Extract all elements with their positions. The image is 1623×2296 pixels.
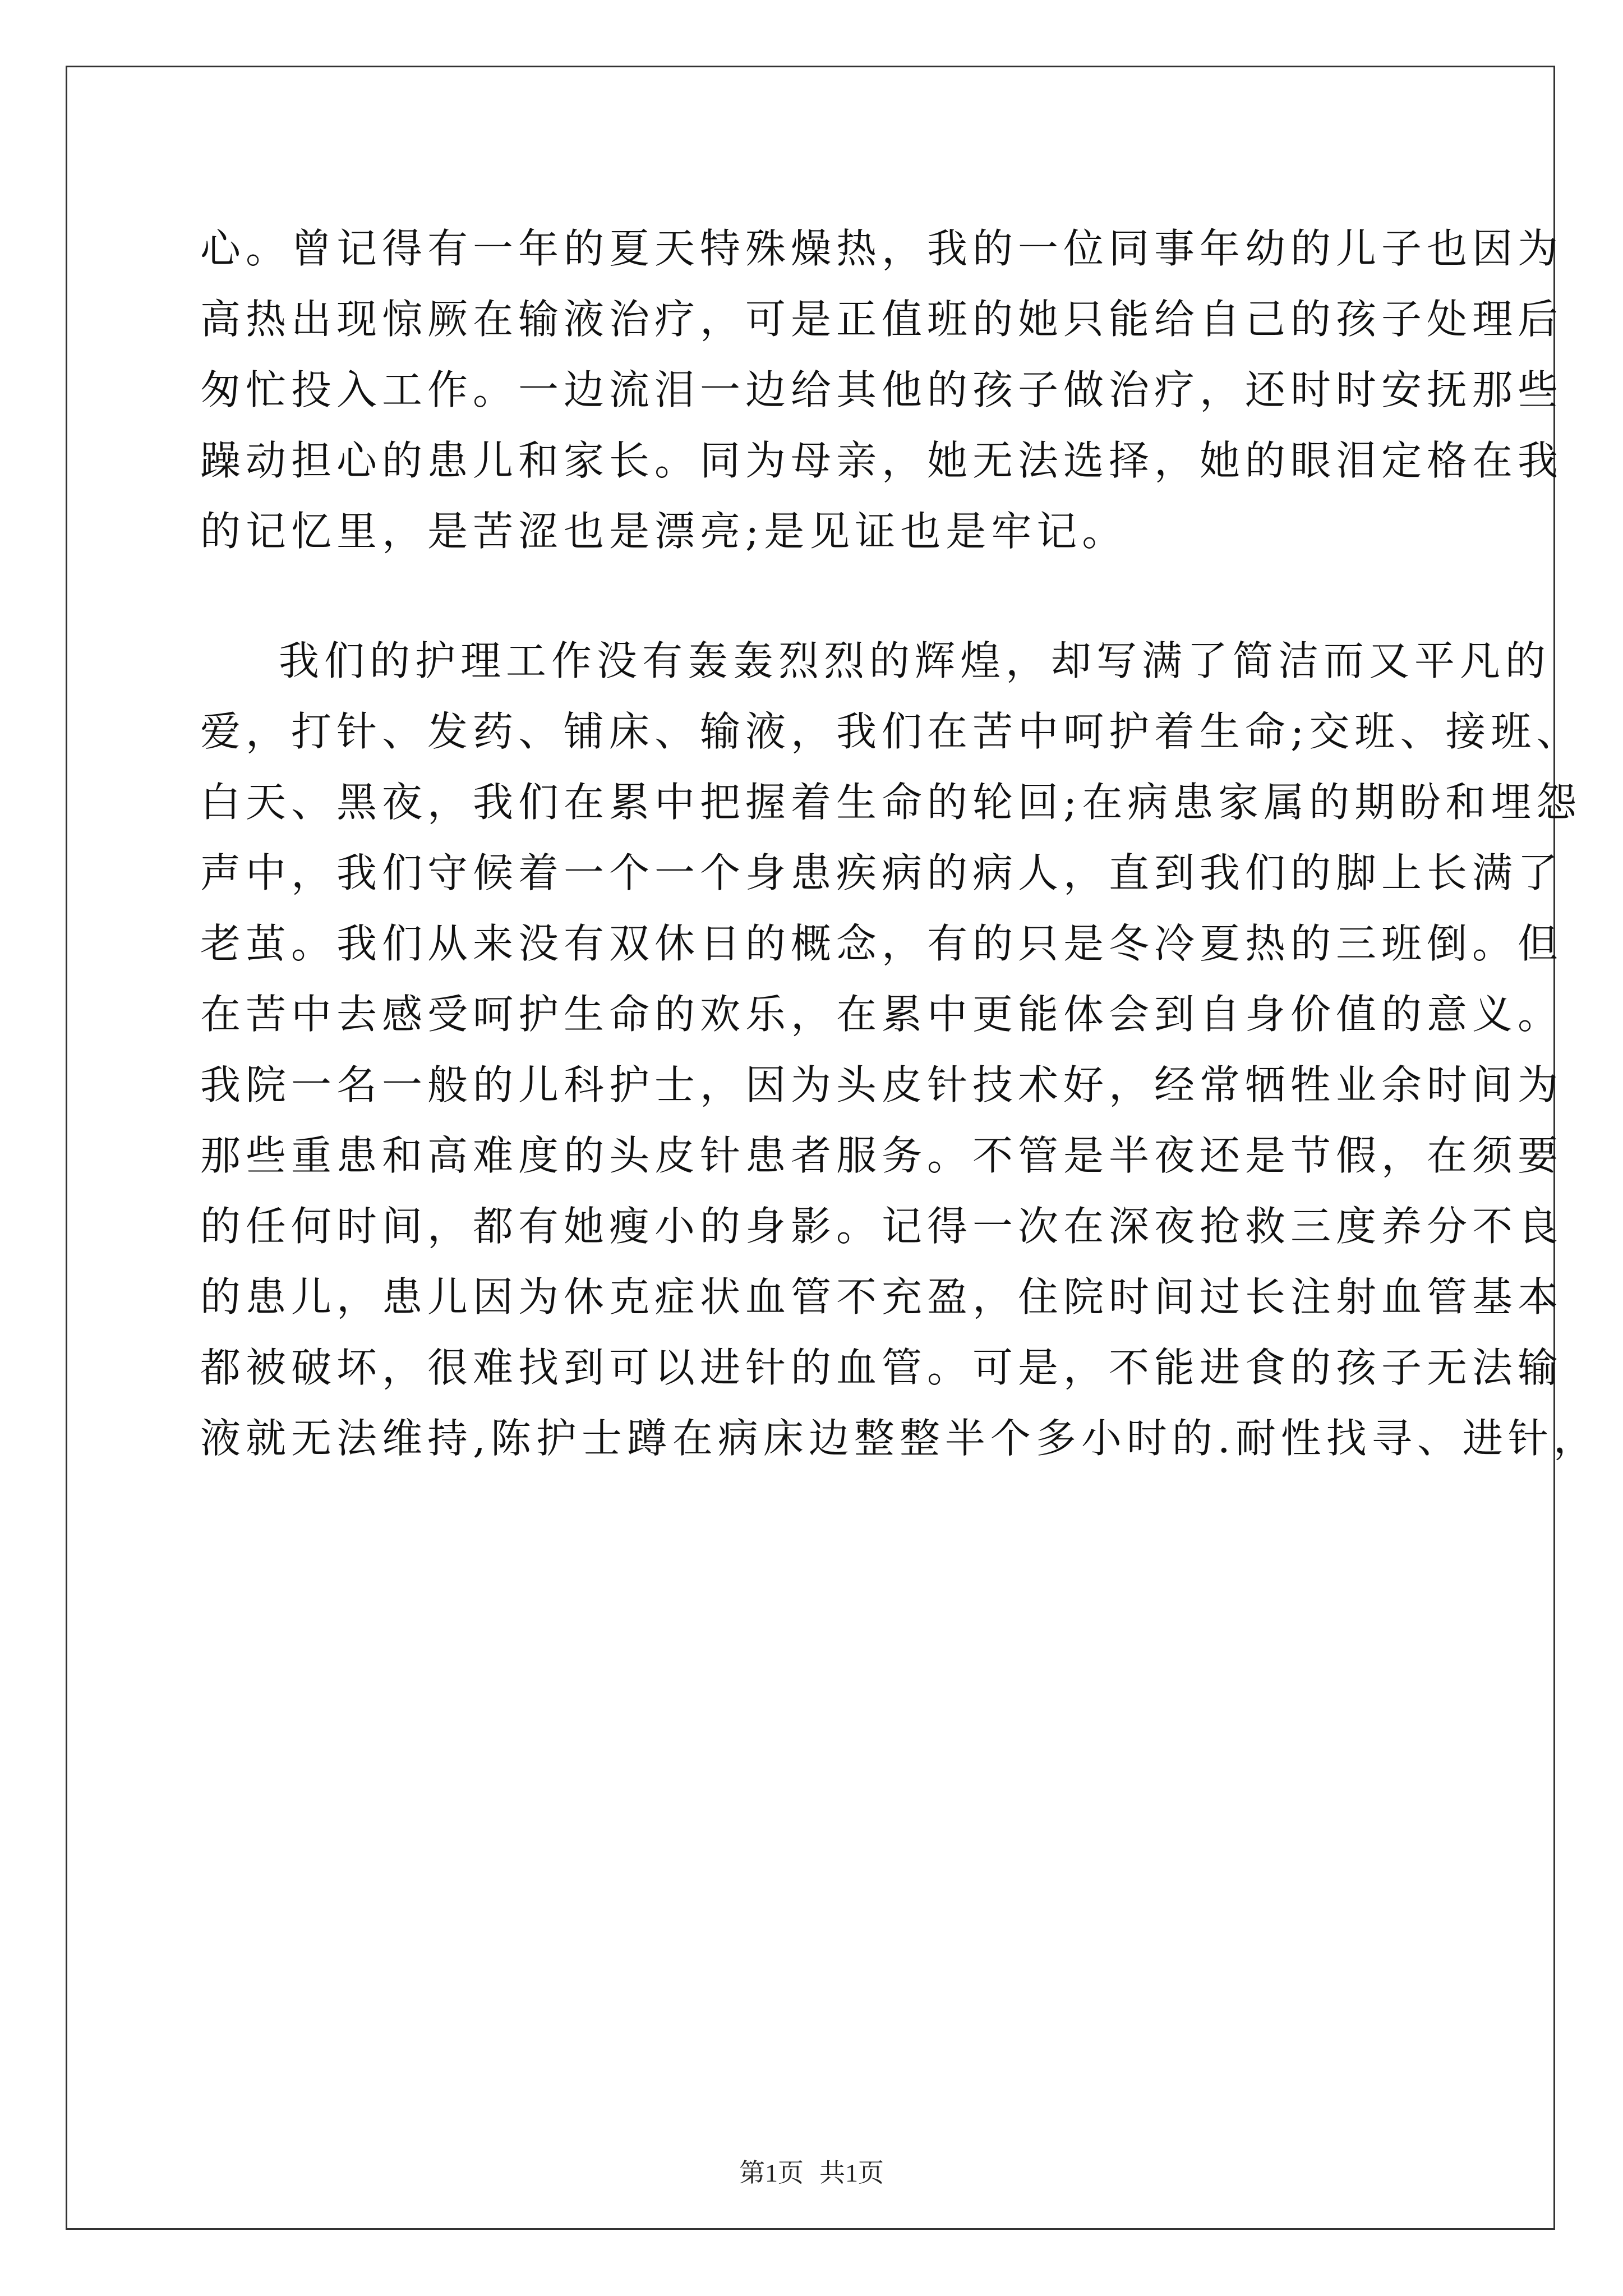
text-line: 都被破坏，很难找到可以进针的血管。可是，不能进食的孩子无法输 bbox=[200, 1344, 1564, 1391]
text-line: 在苦中去感受呵护生命的欢乐，在累中更能体会到自身价值的意义。 bbox=[200, 991, 1564, 1038]
text-line: 那些重患和高难度的头皮针患者服务。不管是半夜还是节假，在须要 bbox=[200, 1132, 1564, 1179]
paragraph-first-line: 我们的护理工作没有轰轰烈烈的辉煌，却写满了简洁而又平凡的 bbox=[279, 637, 1551, 684]
page-number: 第1页 bbox=[739, 2159, 804, 2187]
text-line: 匆忙投入工作。一边流泪一边给其他的孩子做治疗，还时时安抚那些 bbox=[200, 366, 1564, 413]
text-line: 的记忆里，是苦涩也是漂亮;是见证也是牢记。 bbox=[200, 508, 1128, 555]
text-line: 液就无法维持,陈护士蹲在病床边整整半个多小时的.耐性找寻、进针， bbox=[200, 1415, 1599, 1462]
text-line: 老茧。我们从来没有双休日的概念，有的只是冬冷夏热的三班倒。但 bbox=[200, 920, 1564, 967]
text-line: 声中，我们守候着一个一个身患疾病的病人，直到我们的脚上长满了 bbox=[200, 849, 1564, 896]
text-line: 我院一名一般的儿科护士，因为头皮针技术好，经常牺牲业余时间为 bbox=[200, 1061, 1564, 1108]
text-line: 白天、黑夜，我们在累中把握着生命的轮回;在病患家属的期盼和埋怨 bbox=[200, 779, 1582, 826]
page-total: 共1页 bbox=[819, 2159, 884, 2187]
text-line: 的任何时间，都有她瘦小的身影。记得一次在深夜抢救三度养分不良 bbox=[200, 1203, 1564, 1250]
text-line: 的患儿，患儿因为休克症状血管不充盈，住院时间过长注射血管基本 bbox=[200, 1273, 1564, 1320]
page-footer bbox=[0, 2157, 1623, 2189]
text-line: 心。曾记得有一年的夏天特殊燥热，我的一位同事年幼的儿子也因为 bbox=[200, 225, 1564, 272]
text-line: 爱，打针、发药、铺床、输液，我们在苦中呵护着生命;交班、接班、 bbox=[200, 708, 1582, 755]
text-line: 高热出现惊厥在输液治疗，可是正值班的她只能给自己的孩子处理后 bbox=[200, 296, 1564, 343]
text-line: 躁动担心的患儿和家长。同为母亲，她无法选择，她的眼泪定格在我 bbox=[200, 437, 1564, 484]
